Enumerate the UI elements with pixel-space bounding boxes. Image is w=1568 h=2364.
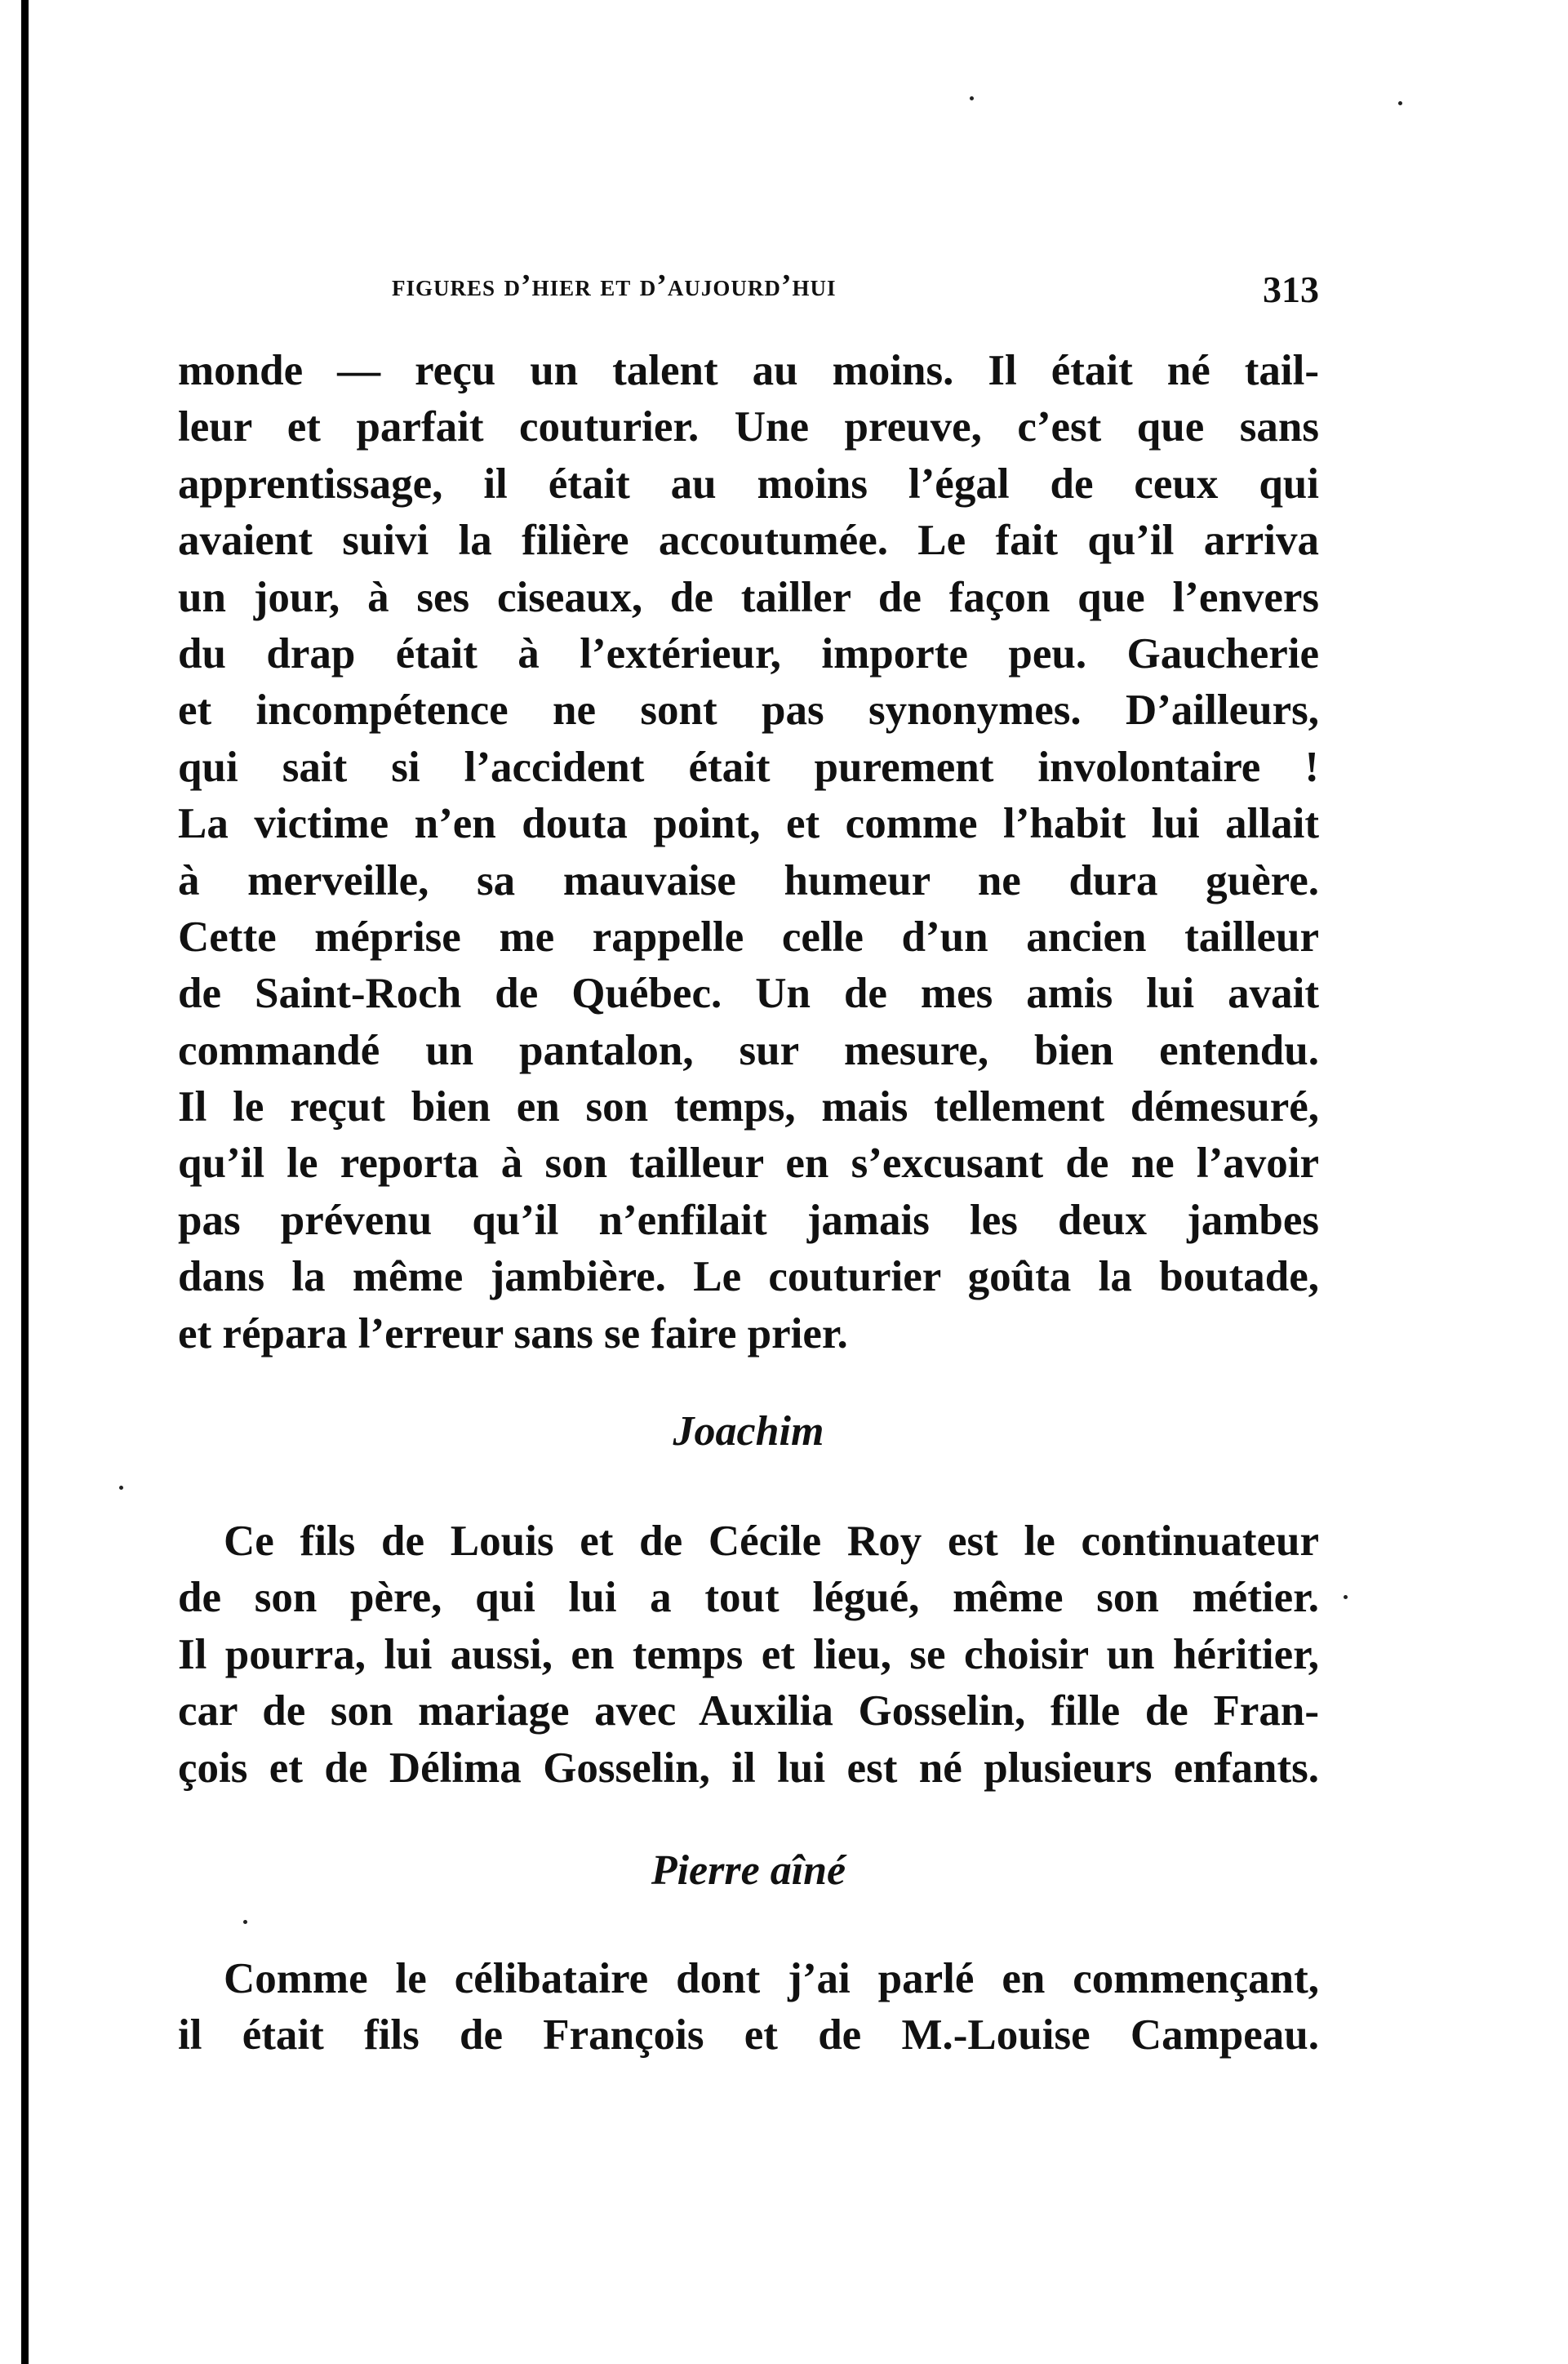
text-line: Il pourra, lui aussi, en temps et lieu, se choisir un héritier, xyxy=(178,1630,1319,1678)
text-line: du drap était à l’extérieur, importe peu. Gaucherie xyxy=(178,629,1319,678)
paragraph-joachim xyxy=(178,1513,1319,1797)
text-line: qui sait si l’accident était purement involontaire ! xyxy=(178,743,1319,791)
section-heading-pierre: Pierre aîné xyxy=(651,1847,846,1894)
text-line: Il le reçut bien en son temps, mais tellement démesuré, xyxy=(178,1083,1319,1131)
text-line: çois et de Délima Gosselin, il lui est né plusieurs enfants. xyxy=(178,1744,1319,1792)
running-header xyxy=(173,268,1319,317)
text-line: pas prévenu qu’il n’enfilait jamais les deux jambes xyxy=(178,1196,1319,1244)
print-speck xyxy=(1398,101,1402,105)
print-speck xyxy=(243,1920,247,1924)
text-line: à merveille, sa mauvaise humeur ne dura guère. xyxy=(178,856,1319,904)
text-line: leur et parfait couturier. Une preuve, c’est que sans xyxy=(178,403,1319,451)
text-line: Comme le célibataire dont j’ai parlé en commençant, xyxy=(224,1955,1319,2002)
text-line: La victime n’en douta point, et comme l’habit lui allait xyxy=(178,800,1319,848)
text-line: de son père, qui lui a tout légué, même son métier. xyxy=(178,1574,1319,1622)
print-speck xyxy=(1344,1595,1348,1599)
text-line: et répara l’erreur sans se faire prier. xyxy=(178,1309,848,1358)
text-line: apprentissage, il était au moins l’égal de ceux qui xyxy=(178,460,1319,508)
paragraph-tailleur xyxy=(178,343,1319,1362)
text-line: monde — reçu un talent au moins. Il était né tail- xyxy=(178,347,1319,394)
print-speck xyxy=(970,96,974,100)
section-heading-joachim: Joachim xyxy=(673,1408,824,1455)
text-line: il était fils de François et de M.-Louise Campeau. xyxy=(178,2011,1319,2060)
page-number: 313 xyxy=(1263,269,1319,310)
paragraph-pierre xyxy=(178,1951,1319,2064)
text-line: dans la même jambière. Le couturier goûta la boutade, xyxy=(178,1253,1319,1301)
text-line: un jour, à ses ciseaux, de tailler de façon que l’envers xyxy=(178,573,1319,621)
page-left-edge-rule xyxy=(21,0,29,2364)
text-line: car de son mariage avec Auxilia Gosselin, fille de Fran- xyxy=(178,1687,1319,1735)
running-title: figures d’hier et d’aujourd’hui xyxy=(392,269,837,303)
text-line: Ce fils de Louis et de Cécile Roy est le continuateur xyxy=(224,1517,1319,1565)
text-line: qu’il le reporta à son tailleur en s’excusant de ne l’avoir xyxy=(178,1140,1319,1188)
text-line: avaient suivi la filière accoutumée. Le fait qu’il arriva xyxy=(178,517,1319,565)
text-line: Cette méprise me rappelle celle d’un ancien tailleur xyxy=(178,913,1319,961)
print-speck xyxy=(119,1486,123,1490)
text-line: commandé un pantalon, sur mesure, bien entendu. xyxy=(178,1026,1319,1074)
text-line: et incompétence ne sont pas synonymes. D’ailleurs, xyxy=(178,687,1319,735)
text-line: de Saint-Roch de Québec. Un de mes amis lui avait xyxy=(178,970,1319,1018)
